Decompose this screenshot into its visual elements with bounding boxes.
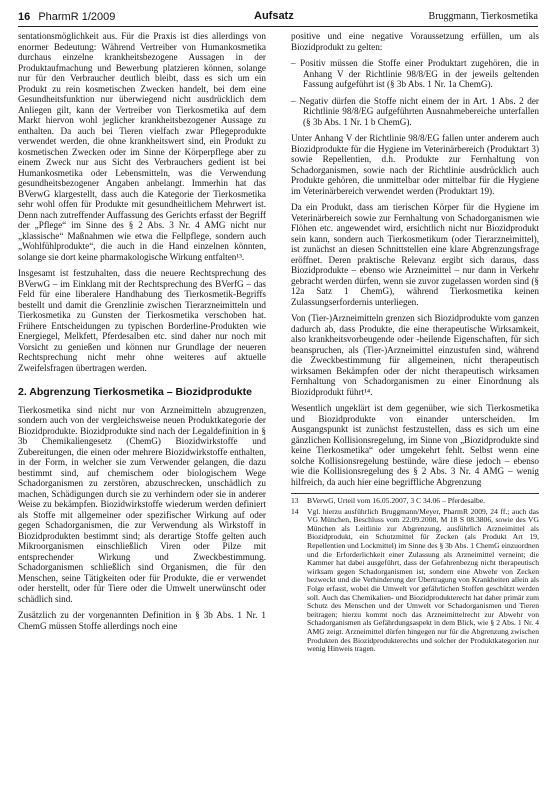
right-paragraph-3: Da ein Produkt, dass am tierischen Körper für die Hygiene im Veterinärbereich sowie zur Fernhaltung von Schadorganismen wie Flöhen etc. angewendet wird, ersichtlich nicht nur Biozidprodukt sein kann, sondern auch Tierkosmetikum (oder Tierarzneimittel), ist zunächst an diesen Schnittstellen eine klare Abgrenzungsfrage eröffnet. Deren praktische Relevanz ergibt sich daraus, dass Biozidprodukte – ebenso wie Arzneimittel – nur dann in Verkehr gebracht werden dürfen, wenn sie zuvor zugelassen worden sind (§ 12a Satz 1 ChemG), während Tierkosmetika keinen Zulassungserfordernis unterliegen. [291,202,539,307]
left-paragraph-4: Zusätzlich zu der vorgenannten Definition in § 3b Abs. 1 Nr. 1 ChemG müssen Stoffe allerdings noch eine [18,610,266,631]
right-paragraph-5: Wesentlich ungeklärt ist dem gegenüber, wie sich Tierkosmetika und Biozidprodukte von einander unterscheiden. Im Ausgangspunkt ist zunächst festzustellen, dass es sich um eine gänzlichen Kollisionsregelung, im Sinne von „Biozidprodukte sind keine Tierkosmetika“ oder umgekehrt fehlt. Selbst wenn eine solche Kollisionsregelung bestünde, wäre diese jedoch – ebenso wie die Kollisionsregelung des § 2 Abs. 3 Nr. 4 AMG – wenig hilfreich, da auch hier eine begriffliche Abgrenzung [291,403,539,487]
right-paragraph-4: Von (Tier-)Arzneimitteln grenzen sich Biozidprodukte vom ganzen dadurch ab, dass Produkte, die eine therapeutische Wirksamkeit, also krankheitsvorbeugende oder -heilende Eigenschaften, für sich beanspruchen, als (Tier-)Arzneimittel einzustufen sind, während die Zweckbestimmung für allgemeinen, nicht therapeutisch wirksamen Bekämpfen oder der nicht therapeutisch wirksamen Fernhaltung von Schadorganismen zu einer Einordnung als Biozidprodukt führt¹⁴. [291,313,539,397]
section-heading: 2. Abgrenzung Tierkosmetika – Biozidprodukte [18,386,252,398]
footnote-number: 14 [291,506,299,516]
footnote [291,497,539,506]
condition-negative: – Negativ dürfen die Stoffe nicht einem der in Art. 1 Abs. 2 der Richtlinie 98/8/EG aufgeführten Ausnahmebereiche unterfallen (§ 3b Abs. 1 Nr. 1 b ChemG). [291,95,539,127]
page-header-left [18,11,115,23]
section-label: Aufsatz [254,10,294,22]
right-paragraph-2: Unter Anhang V der Richtlinie 98/8/EG fallen unter anderem auch Biozidprodukte für die Hygiene im Veterinärbereich (Produktart 3) sowie Repellentien, d.h. Produkte zur Fernhaltung von Schadorganismen, sowie nach der Richtlinie ausdrücklich auch Produkte gehören, die unmittelbar oder mittelbar für die Hygiene im Veterinärbereich verwendet werden (Produktart 19). [291,133,539,196]
right-column [291,31,539,656]
right-paragraph-1: positive und eine negative Voraussetzung erfüllen, um als Biozidprodukt zu gelten: [291,31,539,52]
left-column [18,31,266,637]
footnote-text: Vgl. hierzu ausführlich Bruggmann/Meyer, PharmR 2009, 24 ff.; auch das VG München, Beschluss vom 22.09.2008, M 18 S 08.3806, sowie des VG München als Leitlinie zur Abgrenzung, ausführlich Arzneimittel als Biozidprodukt, ein Schutzmittel für Zecken (als Produkt Art 19, Repellentien und Lockmittel) im Sinne des § 3b Abs. 1 ChemG einzuordnen und die Erforderlichkeit einer Zulassung als Arzneimittel verneint; die Kammer hat dabei ausgeführt, dass der Gefahrenbezug nicht therapeutisch wirksam gegen Schadorganismen ist, sondern eine Abwehr von Zecken bezweckt und die Verhinderung der Übertragung von Krankheiten allein als Folge erfasst, wobei die Umwelt vor gefährlichen Stoffen geschützt werden soll. Auch das Chemikalien- und Biozidprodukterecht hat daher primär zum Schutz des Menschen und der Umwelt vor Schadorganismen und Tieren beitragen; hierzu kommt noch das Arzneimittelrecht zur Abwehr von Schadorganismen als Gefährdungsaspekt in dem Blick, wie § 2 Abs. 1 Nr. 4 AMG zeigt. Arzneimittel dürfen hingegen nur für die Abgrenzung zwischen Produkten des Biozidprodukterechts und solcher der Produktkategorien nur wenig Hinweis tragen. [307,506,539,654]
footnote-number: 13 [291,496,299,505]
condition-positive: – Positiv müssen die Stoffe einer Produktart zugehören, die in Anhang V der Richtlinie 98/8/EG in der jeweils geltenden Fassung aufgeführt ist (§ 3b Abs. 1 Nr. 1a ChemG). [291,58,539,89]
footnotes [291,493,539,654]
page-header [18,7,538,31]
journal-name: PharmR 1/2009 [38,11,116,23]
header-rule [18,26,538,27]
left-paragraph-1: sentationsmöglichkeit aus. Für die Praxis ist dies allerdings von enormer Bedeutung: Während Vertreiber von Humankosmetika durchaus einzelne krankheitsbezogene Aussagen in der Produktaufmachung und Bewerbung platzieren können, solange nur für den Verbraucher deutlich bleibt, dass es sich um ein Produkt zu rein kosmetischen Zwecken handelt, bei dem eine Gesundheitsfunktion nur überwiegend nicht ausdrücklich dem Anliegen gilt, kann der Vertreiber von Tierkosmetika auf dem Markt hiervon wohl jeglicher krankheitsbezogener Aussage zu enthalten. Da auch bei Tieren vielfach zwar Pflegeprodukte verwendet werden, die ohne krankheitswert sind, ein Produkt zu kosmetischen Zwecken oder im Sinne der Körperpflege aber zu einem Zweck nur aus Sicht des Verbrauchers gedient ist bei Humankosmetika oder Lebensmitteln, was die Verwendung gesundheitsbezogener Angaben anbelangt. Immerhin hat das BVerwG klargestellt, dass auch die Kategorie der Tierkosmetika sehr wohl offen für Produkte mit gesundheitlichem Mehrwert ist. Denn nach zutreffender Auffassung des Gerichts erfasst der Begriff der „Pflege“ im Sinne des § 2 Abs. 3 Nr. 4 AMG nicht nur „klassische“ Maßnahmen wie etwa die Fellpflege, sondern auch „Wohlfühlprodukte“, die auch in die Hand einzelnen könnten, solange sie dort keine pharmakologische Wirkung entfalten¹³. [18,31,266,262]
footnote [291,508,539,654]
running-title: Bruggmann, Tierkosmetika [428,11,538,22]
page-number: 16 [18,11,31,23]
footnote-text: BVerwG, Urteil vom 16.05.2007, 3 C 34.06 – Pferdesalbe. [307,496,486,505]
left-paragraph-2: Insgesamt ist festzuhalten, dass die neuere Rechtsprechung des BVerwG – im Einklang mit der Rechtsprechung des BVerfG – das Feld für eine liberalere Handhabung des Tierkosmetik-Begriffs bestellt und damit die Grenzlinie zwischen Tierarzneimitteln und Tierkosmetika zu Gunsten der Tierkosmetika verschoben hat. Frühere Entscheidungen zu typischen Borderline-Produkten wie Energiegel, Melkfett, Pferdesalben etc. sind daher nur noch mit Vorsicht zu genießen und können nur Grundlage der neueren Rechtsprechung nicht mehr ohne weiteres auf aktuelle Zweifelsfragen übertragen werden. [18,268,266,373]
left-paragraph-3: Tierkosmetika sind nicht nur von Arzneimitteln abzugrenzen, sondern auch von der vergleichsweise neuen Produktkategorie der Biozidprodukte. Biozidprodukte sind nach der Legaldefinition in § 3b Chemikaliengesetz (ChemG) Biozidwirkstoffe und Zubereitungen, die einen oder mehrere Biozidwirkstoffe enthalten, in der Form, in welcher sie zum Verwender gelangen, die dazu bestimmt sind, auf chemischem oder biologischem Wege Schadorganismen zu zerstören, abzuschrecken, unschädlich zu machen, Schädigungen durch sie zu verhindern oder sie in anderer Weise zu bekämpfen. Biozidwirkstoffe wiederum werden definiert als Stoffe mit allgemeiner oder spezifischer Wirkung auf oder gegen Schadorganismen, die zur Verwendung als Wirkstoff in Biozidprodukten bestimmt sind; als derartige Stoffe gelten auch Mikroorganismen einschließlich Viren oder Pilze mit entsprechender Wirkung und Zweckbestimmung. Schadorganismen schließlich sind Organismen, die für den Menschen, seine Tätigkeiten oder für Produkte, die er verwendet oder herstellt, oder für Tiere oder die Umwelt unerwünscht oder schädlich sind. [18,404,266,604]
